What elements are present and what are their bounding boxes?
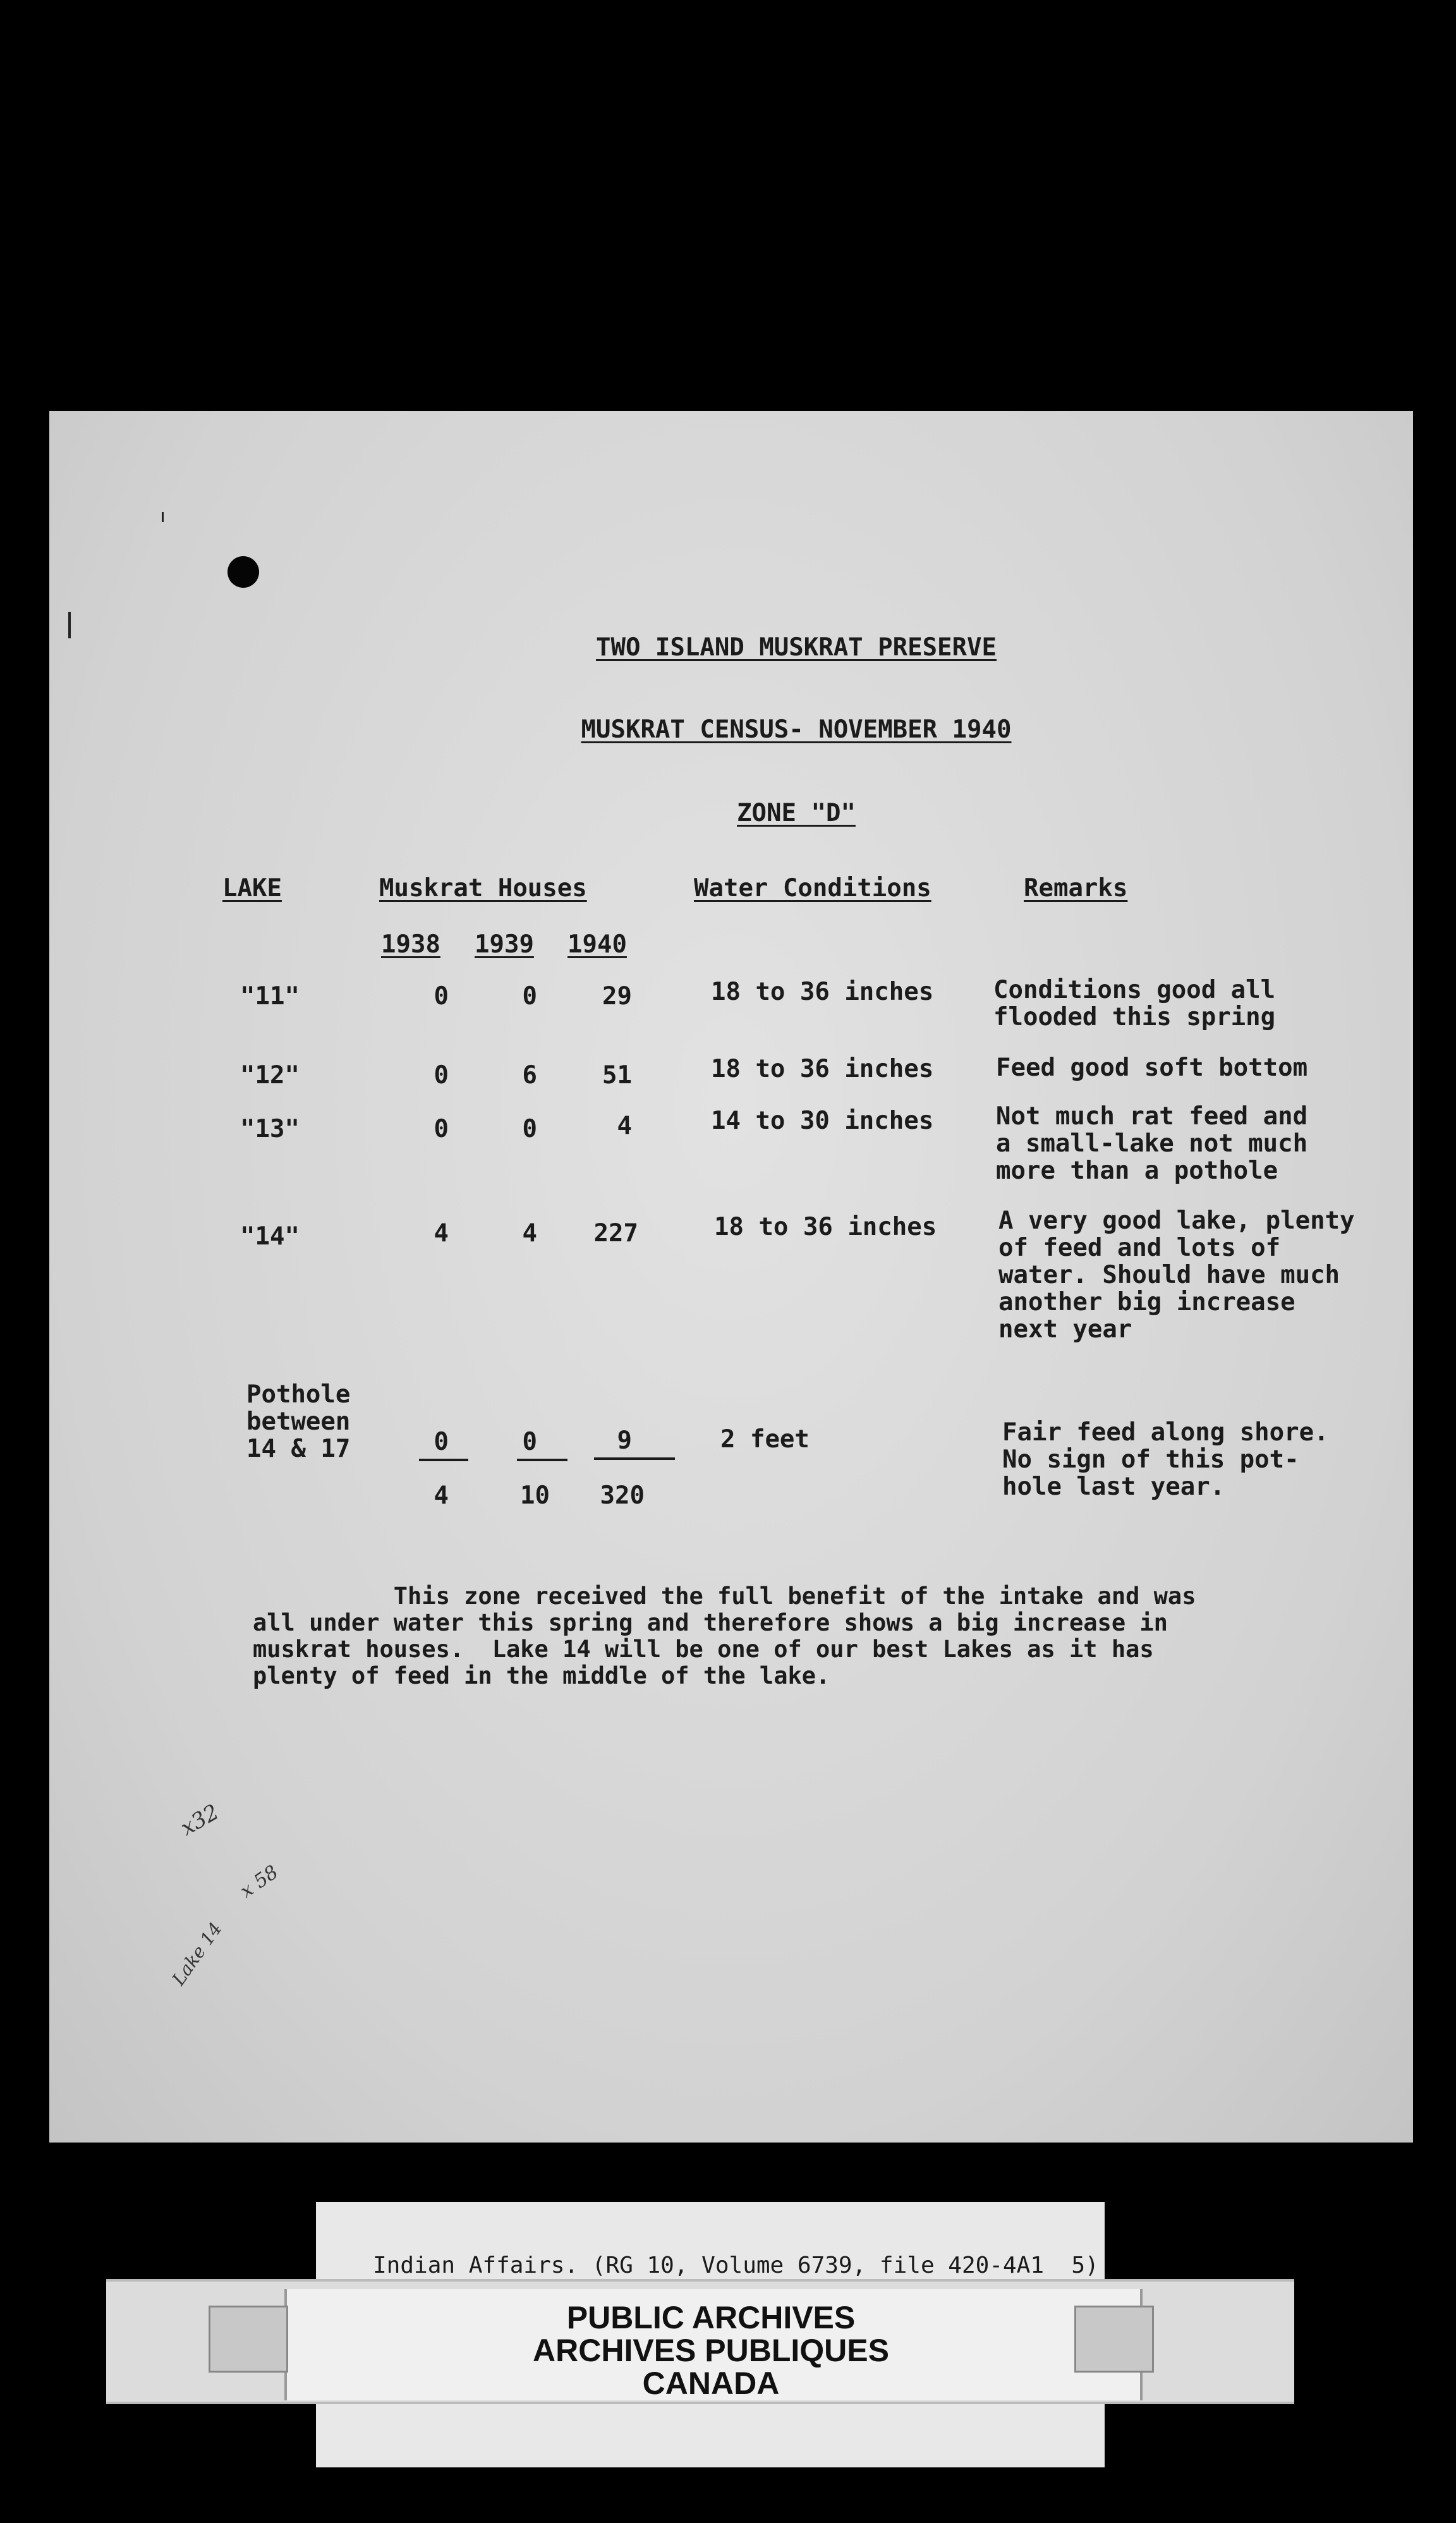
count-1940: 9 bbox=[617, 1426, 632, 1455]
count-1938: 0 bbox=[434, 1115, 449, 1143]
count-1938: 0 bbox=[434, 982, 449, 1011]
count-1939: 0 bbox=[522, 1428, 537, 1456]
year-1938: 1938 bbox=[381, 930, 440, 959]
remarks-text: Conditions good all flooded this spring bbox=[993, 976, 1276, 1031]
lake-name: "13" bbox=[240, 1115, 300, 1143]
water-condition: 14 to 30 inches bbox=[711, 1107, 934, 1135]
remarks-text: Fair feed along shore. No sign of this pot- hole last year. bbox=[1002, 1418, 1329, 1501]
archive-line-3: CANADA bbox=[642, 2366, 780, 2401]
total-1940: 320 bbox=[600, 1481, 645, 1510]
count-1938: 0 bbox=[434, 1428, 449, 1456]
archive-line-1: PUBLIC ARCHIVES bbox=[566, 2300, 856, 2335]
total-rule bbox=[594, 1457, 675, 1460]
count-1938: 4 bbox=[434, 1219, 449, 1248]
lake-name: "11" bbox=[240, 982, 300, 1011]
total-1938: 4 bbox=[434, 1481, 449, 1510]
margin-mark bbox=[68, 612, 71, 638]
summary-paragraph: This zone received the full benefit of the intake and was all under water this spring and therefore shows a big increase in muskrat houses. Lake 14 will be one of our best Lakes as it has plenty of feed in the middle of the lake. bbox=[253, 1583, 1196, 1689]
zone-label: ZONE "D" bbox=[737, 799, 856, 827]
margin-tick bbox=[162, 512, 164, 522]
document-title: TWO ISLAND MUSKRAT PRESERVE bbox=[596, 633, 997, 662]
handwritten-note: Lake 14 bbox=[167, 1918, 226, 1990]
count-1939: 0 bbox=[522, 982, 537, 1011]
count-1938: 0 bbox=[434, 1061, 449, 1090]
count-1940: 227 bbox=[593, 1219, 638, 1248]
count-1939: 0 bbox=[522, 1115, 537, 1143]
header-water-conditions: Water Conditions bbox=[694, 874, 931, 903]
handwritten-note: x32 bbox=[176, 1799, 224, 1841]
clip-left bbox=[209, 2306, 288, 2373]
year-1939: 1939 bbox=[475, 930, 534, 959]
water-condition: 2 feet bbox=[720, 1425, 810, 1454]
water-condition: 18 to 36 inches bbox=[711, 978, 934, 1006]
remarks-text: A very good lake, plenty of feed and lots of water. Should have much another big increase next year bbox=[998, 1207, 1355, 1344]
count-1940: 4 bbox=[617, 1112, 632, 1140]
archive-line-2: ARCHIVES PUBLIQUES bbox=[533, 2333, 889, 2368]
total-1939: 10 bbox=[520, 1481, 550, 1510]
document-subtitle: MUSKRAT CENSUS- NOVEMBER 1940 bbox=[581, 715, 1012, 744]
count-1940: 29 bbox=[602, 982, 632, 1011]
count-1940: 51 bbox=[602, 1061, 632, 1090]
archive-citation: Indian Affairs. (RG 10, Volume 6739, file 420-4A1 5) bbox=[373, 2252, 1099, 2278]
count-1939: 4 bbox=[522, 1219, 537, 1248]
water-condition: 18 to 36 inches bbox=[714, 1213, 937, 1241]
total-rule bbox=[517, 1459, 567, 1461]
header-lake: LAKE bbox=[222, 874, 282, 903]
remarks-text: Feed good soft bottom bbox=[996, 1054, 1308, 1082]
total-rule bbox=[419, 1459, 468, 1461]
lake-name: "14" bbox=[240, 1222, 300, 1251]
header-remarks: Remarks bbox=[1024, 874, 1128, 903]
water-condition: 18 to 36 inches bbox=[711, 1055, 934, 1083]
year-1940: 1940 bbox=[567, 930, 627, 959]
remarks-text: Not much rat feed and a small-lake not much more than a pothole bbox=[996, 1102, 1308, 1185]
punch-hole bbox=[228, 556, 259, 588]
header-muskrat-houses: Muskrat Houses bbox=[379, 874, 587, 903]
count-1939: 6 bbox=[522, 1061, 537, 1090]
lake-name: "12" bbox=[240, 1061, 300, 1090]
lake-name: Pothole between 14 & 17 bbox=[246, 1380, 351, 1463]
handwritten-note: x 58 bbox=[236, 1861, 282, 1903]
